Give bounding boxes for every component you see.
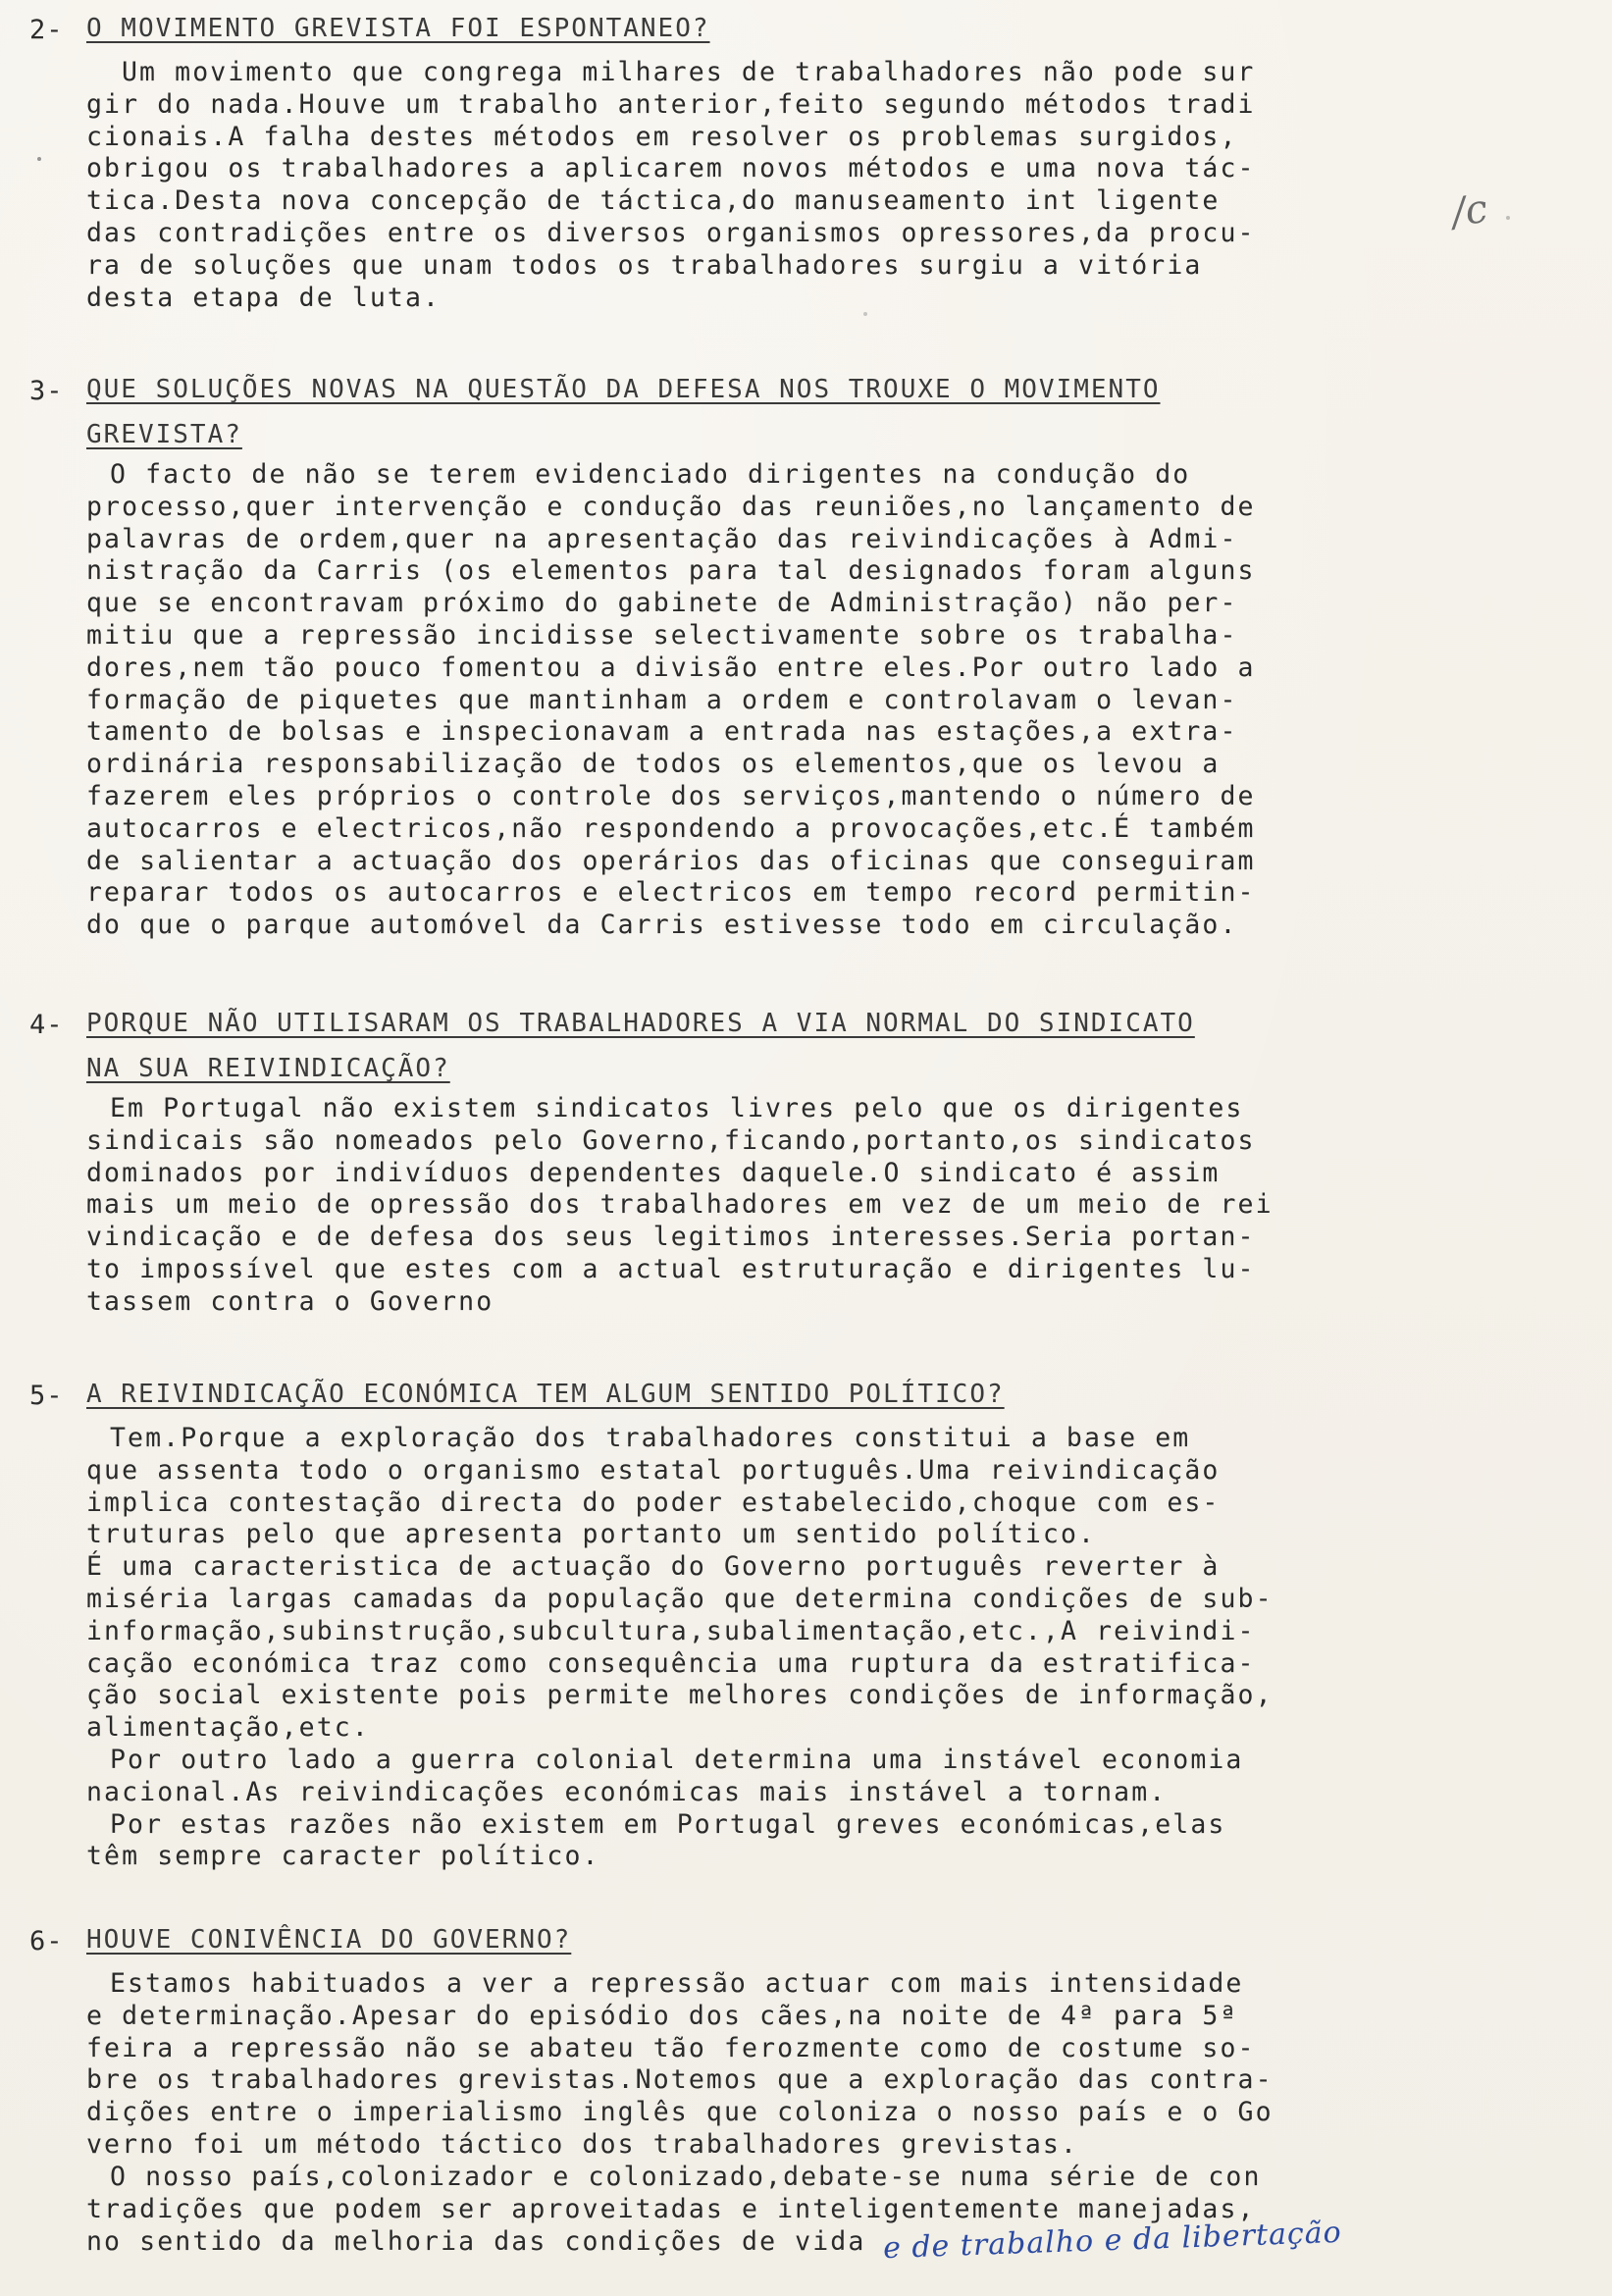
text-line: tassem contra o Governo — [86, 1285, 494, 1317]
text-line: vindicação e de defesa dos seus legitimos interesses.Seria portan- — [86, 1222, 1256, 1253]
question-number: 3- — [29, 376, 64, 406]
text-line: feira a repressão não se abateu tão ferozmente como de costume so- — [86, 2032, 1256, 2063]
text-line: implica contestação directa do poder estabelecido,choque com es- — [86, 1487, 1221, 1518]
text-line: Por estas razões não existem em Portugal greves económicas,elas — [110, 1808, 1226, 1840]
text-line: verno foi um método táctico dos trabalhadores grevistas. — [86, 2128, 1079, 2160]
question-number: 2- — [29, 15, 64, 45]
text-line: bre os trabalhadores grevistas.Notemos que a exploração das contra- — [86, 2064, 1274, 2096]
question-answer — [86, 1423, 1460, 1873]
text-line: alimentação,etc. — [86, 1712, 370, 1744]
text-line: dominados por indivíduos dependentes daquele.O sindicato é assim — [86, 1157, 1221, 1188]
text-line: formação de piquetes que mantinham a ordem e controlavam o levan- — [86, 684, 1238, 715]
text-line: cionais.A falha destes métodos em resolver os problemas surgidos, — [86, 121, 1238, 152]
text-line: cação económica traz como consequência uma ruptura da estratifica- — [86, 1647, 1256, 1679]
text-line: É uma caracteristica de actuação do Governo português reverter à — [86, 1551, 1221, 1583]
text-line: ra de soluções que unam todos os trabalhadores surgiu a vitória — [86, 249, 1203, 281]
question-number: 5- — [29, 1381, 64, 1411]
text-line: e determinação.Apesar do episódio dos cães,na noite de 4ª para 5ª — [86, 2000, 1238, 2031]
text-line: sindicais são nomeados pelo Governo,ficando,portanto,os sindicatos — [86, 1124, 1256, 1156]
question-answer — [86, 459, 1460, 942]
text-line: ordinária responsabilização de todos os elementos,que os levou a — [86, 749, 1221, 780]
text-line: obrigou os trabalhadores a aplicarem novos métodos e uma nova tác- — [86, 153, 1256, 184]
text-line: autocarros e electricos,não respondendo a provocações,etc.É também — [86, 812, 1256, 844]
text-line: miséria largas camadas da população que determina condições de sub- — [86, 1583, 1274, 1614]
text-line: que assenta todo o organismo estatal português.Uma reivindicação — [86, 1454, 1221, 1486]
question-title: A REIVINDICAÇÃO ECONÓMICA TEM ALGUM SENTIDO POLÍTICO? — [86, 1380, 1005, 1409]
question-5 — [29, 1374, 1442, 1873]
text-line: de salientar a actuação dos operários das oficinas que conseguiram — [86, 845, 1256, 876]
scan-speck — [37, 157, 41, 161]
text-line: informação,subinstrução,subcultura,subalimentação,etc.,A reivindi- — [86, 1615, 1256, 1646]
text-line: Um movimento que congrega milhares de trabalhadores não pode sur — [122, 57, 1256, 87]
scan-speck — [863, 312, 867, 316]
text-line: palavras de ordem,quer na apresentação das reivindicações à Admi- — [86, 523, 1238, 554]
text-line: ção social existente pois permite melhores condições de informação, — [86, 1680, 1274, 1711]
text-line: processo,quer intervenção e condução das reuniões,no lançamento de — [86, 491, 1256, 522]
question-answer — [86, 57, 1460, 314]
question-4 — [29, 1003, 1442, 1319]
question-3 — [29, 369, 1442, 942]
text-line: que se encontravam próximo do gabinete de Administração) não per- — [86, 588, 1238, 619]
text-line: O nosso país,colonizador e colonizado,debate-se numa série de con — [110, 2161, 1262, 2192]
text-line: fazerem eles próprios o controle dos serviços,mantendo o número de — [86, 780, 1256, 811]
question-title-continued: GREVISTA? — [86, 420, 242, 449]
question-6 — [29, 1919, 1442, 2267]
text-line: tica.Desta nova concepção de táctica,do manuseamento int ligente — [86, 185, 1221, 217]
text-line: mais um meio de opressão dos trabalhadores em vez de um meio de rei — [86, 1189, 1274, 1221]
text-fragment: no sentido da melhoria das condições de vida — [86, 2226, 866, 2258]
handwritten-addition: e de trabalho e da libertação — [882, 2216, 1343, 2267]
text-line: to impossível que estes com a actual estruturação e dirigentes lu- — [86, 1253, 1256, 1284]
question-title: HOUVE CONIVÊNCIA DO GOVERNO? — [86, 1925, 572, 1955]
text-line: dições entre o imperialismo inglês que coloniza o nosso país e o Go — [86, 2097, 1274, 2128]
question-number: 6- — [29, 1926, 64, 1957]
text-line: dores,nem tão pouco fomentou a divisão entre eles.Por outro lado a — [86, 652, 1256, 683]
text-line: nacional.As reivindicações económicas mais instável a tornam. — [86, 1776, 1168, 1807]
text-line: do que o parque automóvel da Carris estivesse todo em circulação. — [86, 910, 1238, 941]
question-number: 4- — [29, 1010, 64, 1040]
text-line: das contradições entre os diversos organismos opressores,da procu- — [86, 217, 1256, 248]
question-title: QUE SOLUÇÕES NOVAS NA QUESTÃO DA DEFESA NOS TROUXE O MOVIMENTO — [86, 375, 1161, 404]
text-line-with-handwriting — [86, 2216, 1460, 2267]
text-line: tamento de bolsas e inspecionavam a entrada nas estações,a extra- — [86, 716, 1238, 748]
text-line: Estamos habituados a ver a repressão actuar com mais intensidade — [110, 1968, 1244, 1999]
text-line: Por outro lado a guerra colonial determina uma instável economia — [110, 1744, 1244, 1775]
text-line: mitiu que a repressão incidisse selectivamente sobre os trabalha- — [86, 619, 1238, 651]
text-line: têm sempre caracter político. — [86, 1841, 600, 1872]
question-title: PORQUE NÃO UTILISARAM OS TRABALHADORES A VIA NORMAL DO SINDICATO — [86, 1009, 1195, 1038]
text-line: desta etapa de luta. — [86, 282, 442, 313]
text-line: nistração da Carris (os elementos para tal designados foram alguns — [86, 555, 1256, 587]
question-answer — [86, 1968, 1460, 2267]
margin-annotation: /c — [1448, 185, 1490, 236]
question-title: O MOVIMENTO GREVISTA FOI ESPONTANEO? — [86, 14, 710, 43]
scan-speck — [1506, 216, 1510, 220]
text-line: Em Portugal não existem sindicatos livres pelo que os dirigentes — [110, 1093, 1244, 1123]
text-line: gir do nada.Houve um trabalho anterior,feito segundo métodos tradi — [86, 88, 1256, 120]
text-line: tradições que podem ser aproveitadas e inteligentemente manejadas, — [86, 2193, 1256, 2224]
question-title-continued: NA SUA REIVINDICAÇÃO? — [86, 1054, 450, 1083]
text-line: reparar todos os autocarros e electricos em tempo record permitin- — [86, 877, 1256, 909]
text-line: truturas pelo que apresenta portanto um sentido político. — [86, 1519, 1097, 1550]
question-answer — [86, 1093, 1460, 1319]
text-line: O facto de não se terem evidenciado dirigentes na condução do — [110, 459, 1191, 490]
question-2 — [29, 8, 1442, 314]
text-line: Tem.Porque a exploração dos trabalhadores constitui a base em — [110, 1423, 1191, 1453]
